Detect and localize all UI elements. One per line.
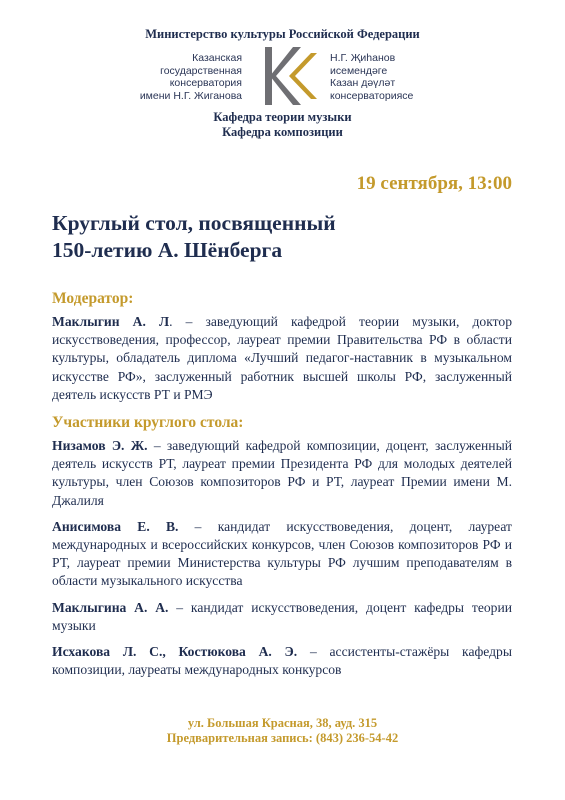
moderator-heading: Модератор: <box>52 290 134 307</box>
org-tt-line: исемендәге <box>330 64 388 77</box>
org-tt-line: Н.Г. Җиһанов <box>330 52 396 64</box>
participant-name: Исхакова Л. С., Костюкова А. Э. <box>52 644 298 660</box>
title-line: 150-летию А. Шёнберга <box>52 238 283 262</box>
conservatory-name-tatar <box>330 52 480 102</box>
departments <box>0 110 565 140</box>
participant-description: – кандидат искусствоведения, доцент кафедры теории музыки <box>52 599 513 633</box>
moderator-name: Маклыгин А. Л <box>52 314 170 329</box>
participant-description: – ассистенты-стажёры кафедры композиции, лауреаты международных конкурсов <box>52 644 512 678</box>
participant-name: Низамов Э. Ж. <box>52 438 148 453</box>
moderator-description: . – заведующий кафедрой теории музыки, доктор искусствоведения, профессор, лауреат премии Правительства РФ в области культуры, обладатель диплома «Лучший педагог-наставник в музыкальном искусстве РФ», заслуженный работник высшей школы РФ, заслуженный деятель искусств РТ и РМЭ <box>52 314 512 402</box>
ministry-title: Министерство культуры Российской Федерации <box>145 27 420 41</box>
conservatory-name-russian <box>118 52 242 102</box>
org-ru-line: консерватория <box>169 77 242 90</box>
footer <box>0 716 565 746</box>
participant-entry <box>52 437 512 510</box>
footer-registration-phone: Предварительная запись: (843) 236-54-42 <box>166 731 399 745</box>
participant-entry <box>52 643 512 679</box>
footer-address: ул. Большая Красная, 38, ауд. 315 <box>187 716 378 730</box>
participant-name: Анисимова Е. В. <box>52 518 179 534</box>
moderator-entry <box>52 313 512 404</box>
department-theory: Кафедра теории музыки <box>213 110 352 124</box>
participant-entry <box>52 599 512 635</box>
moderator-section <box>52 290 512 412</box>
title-line: Круглый стол, посвященный <box>52 211 336 235</box>
org-ru-line: Казанская <box>192 52 242 64</box>
event-title <box>52 210 336 264</box>
participants-section <box>52 414 512 687</box>
event-date: 19 сентября, 13:00 <box>356 173 512 194</box>
participant-description: – заведующий кафедрой композиции, доцент, заслуженный деятель искусств РТ, лауреат премии Президента РФ для молодых деятелей культуры, член Союзов композиторов РФ и РТ, лауреат Премии имени М. Джалиля <box>52 438 512 508</box>
participant-name: Маклыгина А. А. <box>52 599 169 615</box>
department-composition: Кафедра композиции <box>222 125 343 139</box>
participants-heading: Участники круглого стола: <box>52 414 244 431</box>
participant-entry <box>52 518 512 591</box>
org-ru-line: государственная <box>160 64 242 77</box>
org-tt-line: Казан дәүләт <box>330 77 396 90</box>
participant-description: – кандидат искусствоведения, доцент, лауреат международных и всероссийских конкурсов, член Союзов композиторов РФ и РТ, лауреат премии Министерства культуры РФ лучшим преподавателям в области музыкального искусства <box>52 518 512 589</box>
org-tt-line: консерваториясе <box>330 89 414 102</box>
conservatory-monogram-logo <box>259 47 323 105</box>
org-ru-line: имени Н.Г. Жиганова <box>139 89 242 102</box>
